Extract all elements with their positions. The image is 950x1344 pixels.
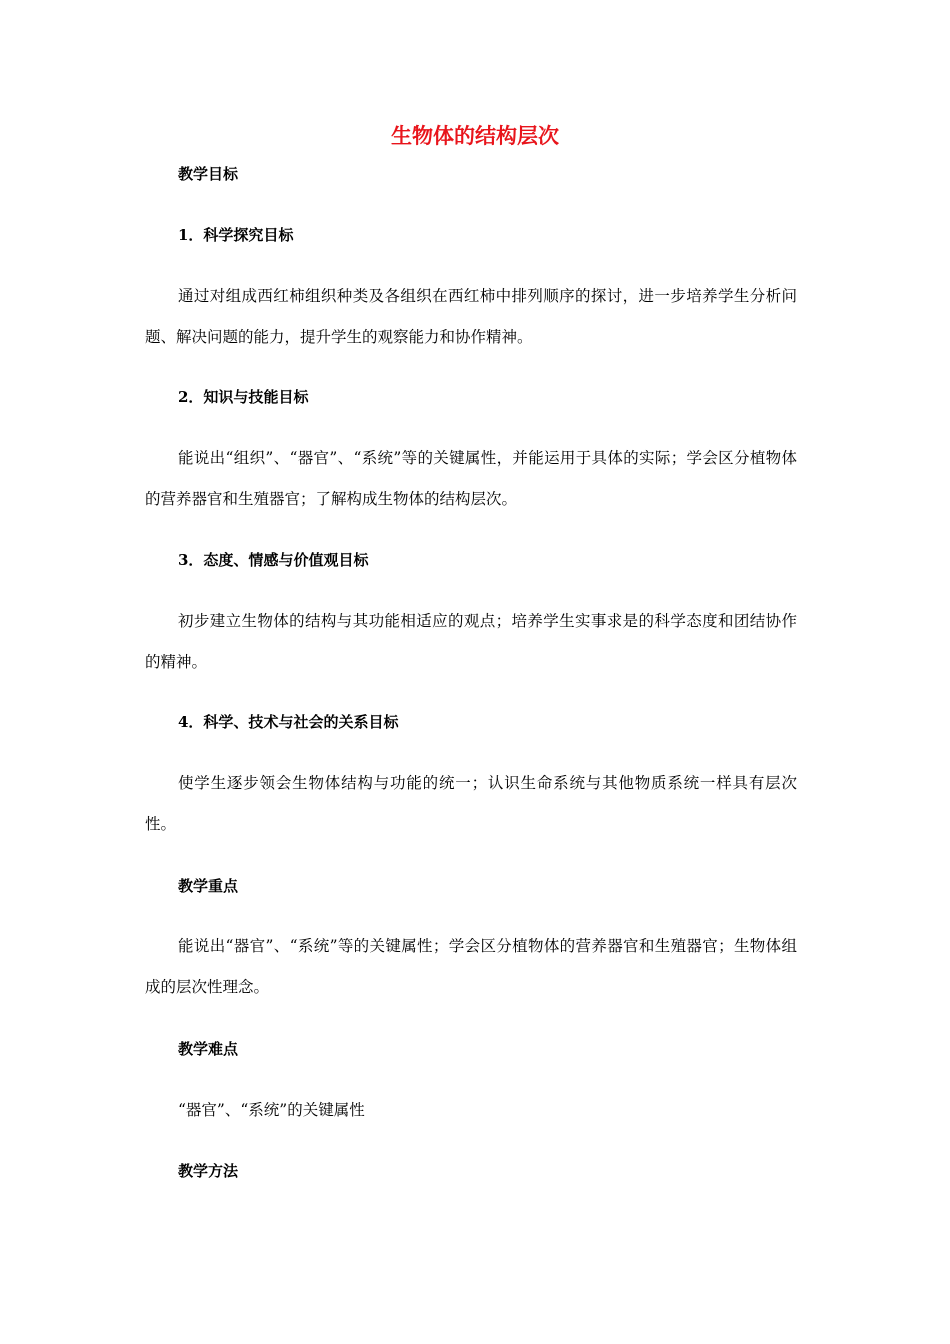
objective-3-text: 初步建立生物体的结构与其功能相适应的观点；培养学生实事求是的科学态度和团结协作的精神。 xyxy=(145,612,797,671)
objective-4-text: 使学生逐步领会生物体结构与功能的统一；认识生命系统与其他物质系统一样具有层次性。 xyxy=(145,774,797,833)
page-title: 生物体的结构层次 xyxy=(391,123,559,148)
objective-1-heading: 1．科学探究目标 xyxy=(178,226,294,244)
objectives-heading: 教学目标 xyxy=(178,165,239,183)
objective-4-heading: 4．科学、技术与社会的关系目标 xyxy=(178,713,399,731)
difficulties-text: “器官”、“系统”的关键属性 xyxy=(178,1101,365,1119)
difficulties-heading: 教学难点 xyxy=(178,1040,239,1058)
objective-1-text: 通过对组成西红柿组织种类及各组织在西红柿中排列顺序的探讨，进一步培养学生分析问题、解决问题的能力，提升学生的观察能力和协作精神。 xyxy=(145,287,797,346)
key-points-heading: 教学重点 xyxy=(178,877,239,895)
objective-3-heading: 3．态度、情感与价值观目标 xyxy=(178,551,369,569)
objective-2-text: 能说出“组织”、“器官”、“系统”等的关键属性，并能运用于具体的实际；学会区分植物体的营养器官和生殖器官；了解构成生物体的结构层次。 xyxy=(145,449,797,508)
key-points-text: 能说出“器官”、“系统”等的关键属性；学会区分植物体的营养器官和生殖器官；生物体组成的层次性理念。 xyxy=(145,937,797,996)
objective-2-heading: 2．知识与技能目标 xyxy=(178,388,309,406)
methods-heading: 教学方法 xyxy=(178,1162,239,1180)
